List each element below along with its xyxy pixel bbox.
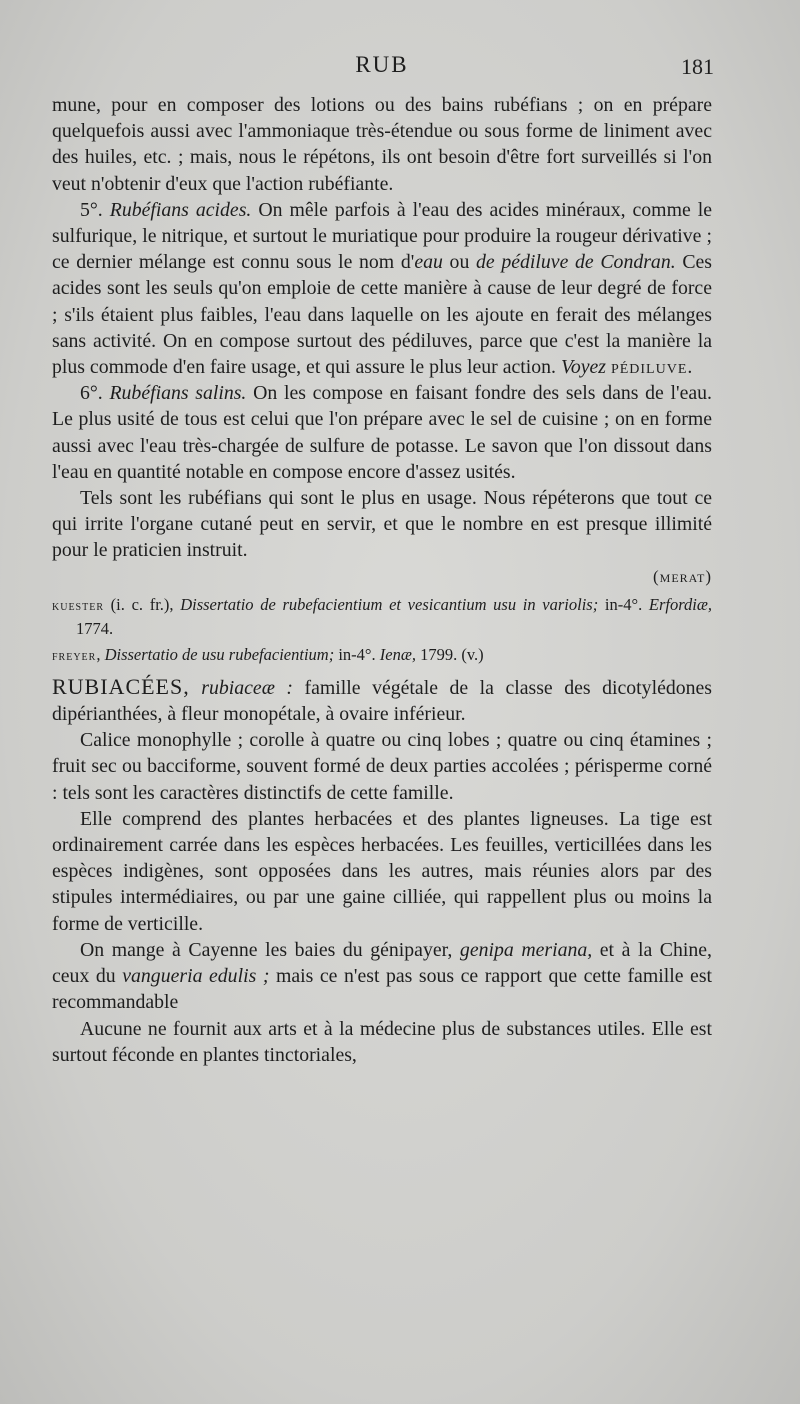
- dictionary-entry: RUBIACÉES, rubiaceæ : famille végétale de la classe des dicotylédones dipérianthées, à fleur monopétale, à ovaire inférieur.: [52, 673, 712, 726]
- entry-paragraph: Aucune ne fournit aux arts et à la médecine plus de substances utiles. Elle est surtout féconde en plantes tinctoriales,: [52, 1017, 712, 1066]
- bibliography-item: freyer, Dissertatio de usu rubefacientium; in-4°. Ienæ, 1799. (v.): [52, 644, 484, 664]
- section-5: 5°. Rubéfians acides. On mêle parfois à l'eau des acides minéraux, comme le sulfurique, le nitrique, et surtout le muriatique pour produire la rougeur dérivative ; ce dernier mélange est connu sous le nom d'eau ou de pédiluve de Condran. Ces acides sont les seuls qu'on emploie de cette manière à cause de leur degré de force ; s'ils étaient plus faibles, l'eau dans laquelle on les ajoute en ferait des mélanges sans activité. On en compose surtout des pédiluves, parce que c'est la manière la plus commode d'en faire usage, et qui assure le plus leur action. Voyez pédiluve.: [52, 198, 713, 379]
- cross-reference: pédiluve.: [610, 356, 694, 379]
- paragraph-continuation: mune, pour en composer des lotions ou des bains rubéfians ; on en prépare quelquefois aussi avec l'ammoniaque très-étendue ou sous forme de liniment avec des huiles, etc. ; mais, nous le répétons, ils ont besoin d'être fort surveillés si l'on veut n'obtenir d'eux que l'action rubéfiante.: [52, 94, 712, 195]
- section-6: 6°. Rubéfians salins. On les compose en faisant fondre des sels dans de l'eau. Le plus usité de tous est celui que l'on prépare avec le sel de cuisine ; on en forme aussi avec l'eau très-chargée de sulfure de potasse. Le savon que l'on dissout dans l'eau en quantité notable en compose encore d'assez usités.: [52, 382, 712, 483]
- running-head: RUB: [355, 52, 409, 77]
- closing-paragraph: Tels sont les rubéfians qui sont le plus en usage. Nous répéterons que tout ce qui irrite l'organe cutané peut en servir, et que le nombre en est presque illimité pour le praticien instruit.: [52, 487, 712, 562]
- entry-latin-name: rubiaceæ :: [201, 676, 294, 699]
- section-number: 6°.: [80, 382, 103, 405]
- section-title: Rubéfians salins.: [109, 382, 247, 405]
- entry-paragraph: Calice monophylle ; corolle à quatre ou cinq lobes ; quatre ou cinq étamines ; fruit sec ou bacciforme, souvent formé de deux parties accolées ; périsperme corné : tels sont les caractères distinctifs de cette famille.: [52, 729, 712, 804]
- page-header: [52, 52, 712, 88]
- entry-paragraph: Elle comprend des plantes herbacées et des plantes ligneuses. La tige est ordinairement carrée dans les espèces herbacées. Les feuilles, verticillées dans les espèces indigènes, sont opposées dans les autres, mais réunies alors par des stipules intermédiaires, ou par une gaine cilliée, qui rappellent plus ou moins la forme de verticille.: [52, 807, 712, 935]
- cross-reference-label: Voyez: [560, 356, 606, 379]
- author-signature: (merat): [653, 566, 712, 586]
- page-body: [52, 92, 712, 1068]
- section-title: Rubéfians acides.: [109, 198, 252, 221]
- bibliography-item: kuester (i. c. fr.), Dissertatio de rubefacientium et vesicantium usu in variolis; in-4°. Erfordiæ, 1774.: [52, 594, 712, 638]
- page-number: 181: [681, 54, 714, 79]
- section-number: 5°.: [80, 198, 103, 221]
- entry-headword: RUBIACÉES,: [52, 673, 190, 699]
- entry-paragraph: On mange à Cayenne les baies du génipayer, genipa meriana, et à la Chine, ceux du vangueria edulis ; mais ce n'est pas sous ce rapport que cette famille est recommandable: [52, 938, 713, 1014]
